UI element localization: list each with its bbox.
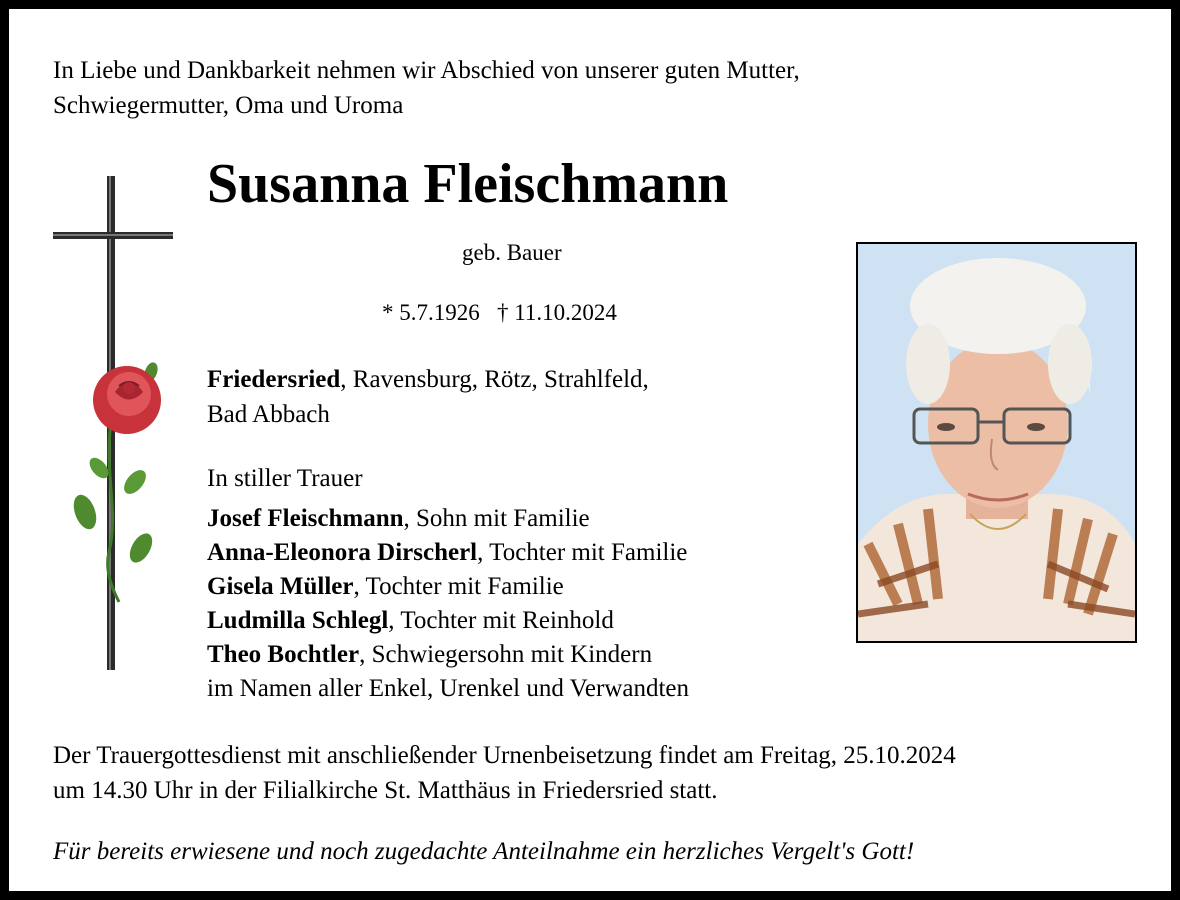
mourner-name: Josef Fleischmann [207, 505, 404, 532]
intro-line-1: In Liebe und Dankbarkeit nehmen wir Abschied von unserer guten Mutter, [53, 57, 800, 84]
mourner-name: Anna-Eleonora Dirscherl [207, 539, 478, 566]
service-line-2: um 14.30 Uhr in der Filialkirche St. Matthäus in Friedersried statt. [53, 777, 718, 804]
mourner-row [207, 536, 689, 570]
mourner-name: Ludmilla Schlegl [207, 607, 389, 634]
portrait-photo [856, 242, 1137, 643]
service-info [53, 738, 956, 808]
portrait-illustration-icon [858, 244, 1135, 641]
life-dates [382, 297, 617, 329]
thanks-text: Für bereits erwiesene und noch zugedachte Anteilnahme ein herzliches Vergelt's Gott! [53, 838, 915, 865]
mourner-row [207, 604, 689, 638]
mourner-row [207, 638, 689, 672]
mourning-heading: In stiller Trauer [207, 465, 363, 492]
maiden-name: geb. Bauer [462, 240, 562, 265]
deceased-name: Susanna Fleischmann [207, 153, 729, 215]
mourner-row [207, 502, 689, 536]
mourner-row [207, 570, 689, 604]
mourner-relation: , Schwiegersohn mit Kindern [359, 641, 653, 668]
places-line-2: Bad Abbach [207, 401, 330, 428]
mourner-relation: , Sohn mit Familie [403, 505, 590, 532]
mourner-name: Theo Bochtler [207, 641, 360, 668]
mourners-list [207, 502, 689, 706]
place-primary: Friedersried [207, 366, 341, 393]
cross-with-rose-icon [49, 172, 179, 672]
service-line-1: Der Trauergottesdienst mit anschließender Urnenbeisetzung findet am Freitag, 25.10.2024 [53, 742, 956, 769]
places [207, 362, 649, 432]
intro-text [53, 53, 800, 123]
mourner-relation: , Tochter mit Familie [477, 539, 688, 566]
mourners-closing: im Namen aller Enkel, Urenkel und Verwandten [207, 675, 690, 702]
intro-line-2: Schwiegermutter, Oma und Uroma [53, 92, 404, 119]
places-rest: , Ravensburg, Rötz, Strahlfeld, [340, 366, 649, 393]
mourner-relation: , Tochter mit Familie [353, 573, 564, 600]
death-date: † 11.10.2024 [497, 300, 617, 325]
mourner-name: Gisela Müller [207, 573, 354, 600]
birth-date: * 5.7.1926 [382, 300, 480, 325]
mourner-relation: , Tochter mit Reinhold [388, 607, 614, 634]
